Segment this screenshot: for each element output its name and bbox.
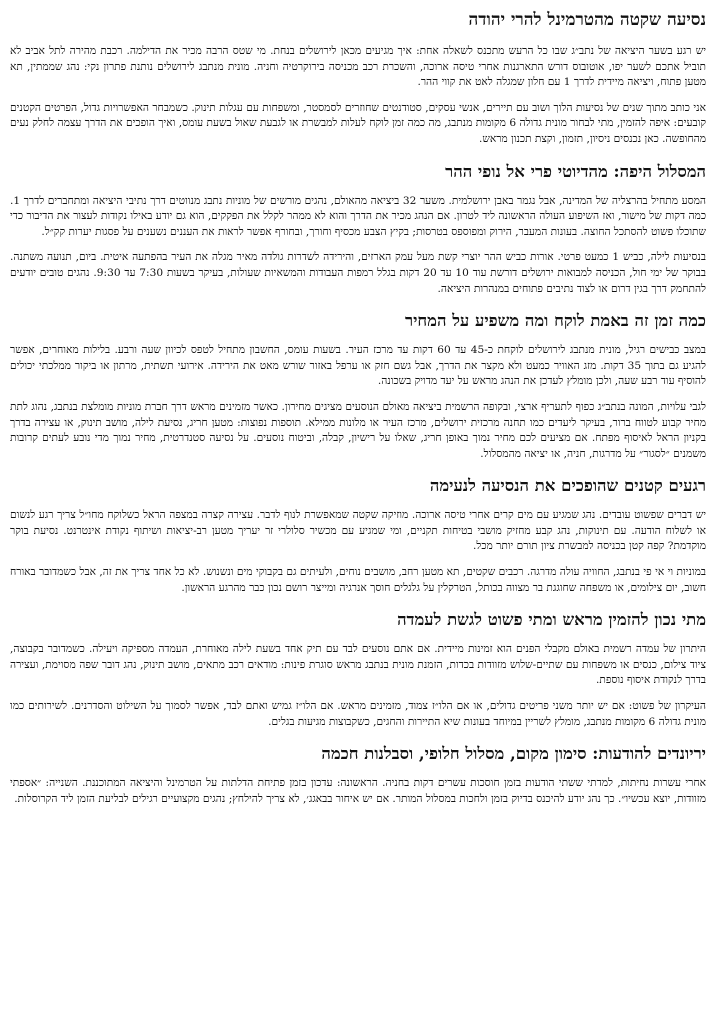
section-small-moments [10, 476, 706, 596]
section-messages [10, 744, 706, 807]
section-book-ahead [10, 610, 706, 730]
paragraph: לגבי עלויות, המונה בנתב״ג כפוף לתעריף ארצי, ובקופה הרשמית ביציאה מאולם הנוסעים מציגים מחירון. כאשר מזמינים מראש דרך חברת מוניות מומלצת בנתבג, נהוג לתת מחיר קבוע לטווח ברור, בעיקר ליעדים כמו תחנה מרכזית ירושלים, מרכז העיר או מלונות ממילא. תוספות נפוצות: מטען חריג, נסיעת לילה, מושב תינוק, או עצירה בדרך בקניון הראל לאיסוף מפתח. אם מציעים לכם מחיר נמוך באופן חריג, שאלו על רישיון, קבלה, וביטוח נוסעים. על נסיעה סטנדרטית, מחיר נמוך מדי נובע לעתים קרובות משמנים ״לסגור״ על מדרגות, חניה, או יציאה מהמסלול. [10, 400, 706, 460]
paragraph: במוניות וי אי פי בנתבג, החוויה עולה מדרגה. רכבים שקטים, תא מטען רחב, מושבים נוחים, ולעיתים גם בקבוקי מים ונשנוש. לא כל אחד צריך את זה, אבל כשמדובר באורח חשוב, יום צילומים, או משפחה שחוגגת בר מצווה בכותל, הטרקלין על גלגלים חוסך אנרגיה ומייצר רושם נכון כבר מהרגע הראשון. [10, 566, 706, 594]
paragraph: היתרון של עמדה רשמית באולם מקבלי הפנים הוא זמינות מיידית. אם אתם נוסעים לבד עם תיק אחד בשעת לילה מאוחרת, העמדה מספיקה ויעילה. כשמדובר בקבוצה, ציוד צילום, כנסים או משפחות עם שתיים-שלוש מזוודות בכדות, הזמנת מונית בנתבג מראש סוגרת פינות: מודאים רכב מתאים, מושב תינוק, נהג דובר שפה מסוימת, ועצירה בדרך לנקודת איסוף נוספת. [10, 643, 706, 687]
paragraph: המסע מתחיל בהרצליה של המדינה, אבל נגמר באבן ירושלמית. משער 32 ביציאה מהאולם, נהגים מורשים של מוניות נתבג מנווטים דרך נתיבי היציאה ומתחברים לדרך 1. כמה דקות של מישור, ואז השיפוע העולה הראשונה ליד לטרון. אם הנהג מכיר את הדרך והוא לא ממהר לקלל את הפקקים, הוא גם יודע באילו נקודות לעצור את הדיבור כדי שתוכלו פשוט להסתכל החוצה. בעונות המעבר, הירוק ומפוספס בטרסות; בקיץ הצבע מכסיף וחורך, ובחורף אפשר לראות את העננים נשענים על פסגות יערות קק״ל. [10, 194, 706, 238]
paragraph: בנסיעות לילה, כביש 1 כמעט פרטי. אורות כביש ההר יוצרי קשת מעל עמק הארזים, והירידה לשדרות גולדה מאיר מגלה את העיר בהפתעה איטית. ביום, תנועה משתנה. בבוקר של ימי חול, הכניסה למבואות ירושלים דורשת עוד 10 עד 20 דקות בגלל רמפות העבודות והמשאיות שעולות, בעיקר בשעות 7:30 עד 9:30. נהגים טובים יודעים להתחמק דרך בגין דרום או לצוד נתיבים פתוחים במנהרות היציאה. [10, 251, 707, 295]
paragraph: אחרי עשרות נחיתות, למדתי ששתי הודעות בזמן חוסכות עשרים דקות בחניה. הראשונה: עדכון בזמן פתיחת הדלתות על הטרמינל והיציאה המתוכננת. השנייה: ״אספתי מזוודות, יוצא עכשיו״. כך נהג יודע להיכנס בדיוק בזמן ולחכות במסלול המותר. אם יש איחור בבאגג׳, לא צריך להילחץ; נהגים מקצועיים רגילים לבליעת הזמן ליד הקרוסלות. [10, 777, 706, 805]
paragraph: יש דברים שפשוט עובדים. נהג שמגיע עם מים קרים אחרי טיסה ארוכה. מוזיקה שקטה שמאפשרת לנוף לדבר. עצירה קצרה במצפה הראל כשלוקח מחו״ל צריך רגע לנשום או לשלוח הודעה. עם תינוקות, נהג קבע מחזיק מושבי בטיחות תקניים, ומי שמגיע עם מכשיר סלולרי זר יעריך מטען רב-יציאות ושיתוף נקודת אינטרנט. נסיעת בוקר מוקדמת? קפה קטן בכניסה למבשרת ציון תורם יותר מכל. [10, 509, 706, 553]
article-title: נסיעה שקטה מהטרמינל להרי יהודה [468, 10, 706, 30]
section-heading: רגעים קטנים שהופכים את הנסיעה לנעימה [429, 476, 706, 496]
paragraph: יש רגע בשער היציאה של נתב״ג שבו כל הרעש מתכנס לשאלה אחת: איך מגיעים מכאן לירושלים בנחת. מי שטס הרבה מכיר את הדילמה. רכבת מהירה לתל אביב לא תוביל אתכם לשער יפו, אוטובוס דורש התארגנות אחרי טיסה ארוכה, והשכרת רכב מכניסה בירוקרטיה וחניה. מונית מנתבג לירושלים נותנת פתרון נקי: נהג שממתין, תא מטען פתוח, ויציאה מיידית לדרך 1 עם חלון שמגלה לאט את קווי ההר. [10, 45, 706, 89]
paragraph: אני כותב מתוך שנים של נסיעות הלוך ושוב עם תיירים, אנשי עסקים, סטודנטים שחוזרים לסמסטר, ומשפחות עם עגלות תינוק. כשמבחר האפשרויות גדול, הפרטים הקטנים קובעים: איפה להזמין, מתי לבחור מונית גדולה 6 מקומות מנתבג, מה כמה זמן לוקח לעלות למבשרת או לגבעת שאול בשעת עומס, ואיך הופכים את הדרך עצמה לחלק נעים מהחופשה. כאן נכנסים ניסיון, תזמון, וקצת תכנון מראש. [10, 101, 706, 145]
paragraph: במצב כבישים רגיל, מונית מנתבג לירושלים לוקחת כ-45 עד 60 דקות עד מרכז העיר. בשעות עומס, החשבון מתחיל לטפס לכיוון שעה ורבע. בלילות מאוחרים, אפשר להגיע גם בתוך 35 דקות. מזג האוויר כמעט ולא מקצר את הדרך, אבל גשם חזק או ערפל באזור שורש מאט את הירידה. אירועי תשתית, מרתון או ביקור ממלכתי יכולים להוסיף עוד רבע שעה, ולכן מומלץ לעדכן את הנהג מראש על יעד מדויק בשכונה. [10, 344, 707, 388]
section-scenic-route [10, 162, 706, 298]
section-heading: כמה זמן זה באמת לוקח ומה משפיע על המחיר [404, 311, 706, 331]
section-time-and-price [10, 311, 706, 462]
paragraph: העיקרון של פשוט: אם יש יותר משני פריטים גדולים, או אם הלו״ז צמוד, מזמינים מראש. אם הלו״ז גמיש ואתם לבד, אפשר לסמוך על השילוט והסדרנים. לשירותים כמו מונית גדולה 6 מקומות מנתבג, מומלץ לשריין במיוחד בעונות שיא התיירות והחגים, כשקבוצות מגיעות בגלים. [10, 700, 706, 728]
intro-section [10, 44, 706, 148]
section-heading: יריונדים להודעות: סימון מקום, מסלול חלופי, וסבלנות חכמה [321, 744, 706, 764]
section-heading: המסלול היפה: מהדיוטי פרי אל נופי ההר [445, 161, 706, 181]
section-heading: מתי נכון להזמין מראש ומתי פשוט לגשת לעמדה [397, 610, 706, 630]
